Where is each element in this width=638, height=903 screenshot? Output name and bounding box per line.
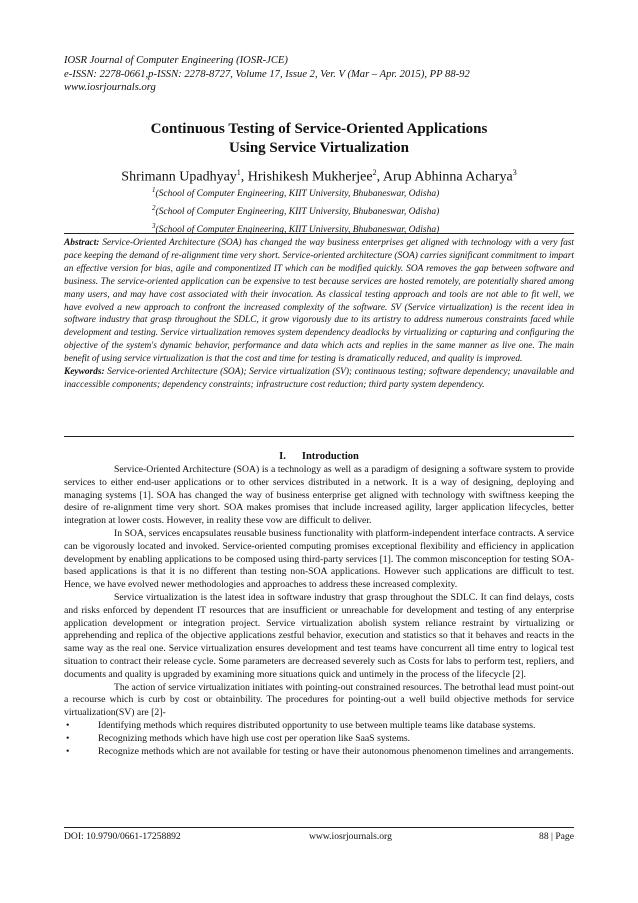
bullet-icon: •	[66, 719, 70, 731]
title-line-2: Using Service Virtualization	[229, 140, 409, 156]
footer-website: www.iosrjournals.org	[309, 831, 392, 842]
bullet-list	[64, 720, 574, 758]
abstract	[64, 237, 574, 366]
section-title: Introduction	[301, 451, 359, 462]
author-sup: 3	[512, 168, 517, 177]
list-item	[64, 746, 574, 759]
page-footer	[64, 827, 574, 842]
section-number: I.	[279, 451, 286, 462]
paper-title	[64, 120, 574, 158]
list-item-text: Identifying methods which requires distributed opportunity to use between multiple teams like database systems.	[98, 719, 536, 731]
affiliation-sup: 3	[152, 221, 156, 230]
abstract-box	[64, 233, 574, 437]
author-name: Hrishikesh Mukherjee	[247, 169, 373, 185]
affiliation-text: (School of Computer Engineering, KIIT University, Bhubaneswar, Odisha)	[155, 189, 440, 200]
list-item-text: Recognizing methods which have high use cost per operation like SaaS systems.	[98, 732, 411, 744]
list-item-text: Recognize methods which are not available for testing or have their autonomous phenomenon timelines and arrangements.	[98, 745, 574, 757]
abstract-text: Service-Oriented Architecture (SOA) has changed the way business enterprises get aligned with technology with a very fast pace keeping the demand of re-alignment time very short. Service-oriented architecture (SOA) carries significant commitment to impart an effective version for bias, agile and componentized IT which can be modified quickly. SOA removes the gap between software and business. The service-oriented application can be expensive to test because services are hosted remotely, are potentially shared among many users, and may have cost associated with their invocation. As classical testing approach and tools are not able to fit well, we have evolved a new approach to confront the increased complexity of the software. SV (Service virtualization) is the recent idea in software industry that grasp throughout the SDLC, it grow vigorously due to its artistry to address numerous constraints faced while development and testing. Service virtualization removes system dependency deadlocks by virtualizing or capturing and configuring the objective of the system's dynamic behavior, performance and data which acts and replies in the same manner as live one. The main benefit of using service virtualization is that the cost and time for testing is dramatically reduced, and quality is improved.	[64, 238, 575, 365]
affiliation-list	[152, 184, 572, 238]
page-number: 88 | Page	[539, 831, 574, 842]
section-heading	[64, 451, 574, 462]
paragraph: Service-Oriented Architecture (SOA) is a technology as well as a paradigm of designing a software system to provide services to either end-user applications or to other services distributed in a network. It is a way of designing, deploying and managing systems [1]. SOA has changed the way of business enterprise get aligned with technology with swiftness keeping the desire of re-alignment time very short. SOA makes promises that include increased agility, larger application lifecycles, better integration at lower costs. However, in reality these vow are difficult to deliver.	[64, 464, 574, 527]
title-line-1: Continuous Testing of Service-Oriented Applications	[150, 121, 488, 137]
paragraph: Service virtualization is the latest idea in software industry that grasp throughout the SDLC. It can find delays, costs and risks enforced by dependent IT resources that are insufficient or unreachable for development and testing of any enterprise application development or integration project. Service virtualization abolish system reliance restraint by virtualizing or apprehending and replica of the objective applications zestful behavior, execution and statistics so that it behaves and reacts in the same way as the real one. Service virtualization ensures development and test teams have concurrent all time entry to logical test situation to contract their release cycle. Some parameters are decreased severely such as Costs for labs to perform test, repliers, and documents and quality is upgraded by examining more situations quick and untimely in the process of the lifecycle [2].	[64, 591, 574, 680]
bullet-icon: •	[66, 745, 70, 757]
keywords-text: Service-oriented Architecture (SOA); Service virtualization (SV); continuous testing; software dependency; unavailable and inaccessible components; dependency constraints; infrastructure cost reduction; third party system dependency.	[64, 367, 575, 390]
affiliation-sup: 1	[152, 186, 156, 194]
abstract-label: Abstract:	[64, 238, 100, 248]
journal-issn: e-ISSN: 2278-0661,p-ISSN: 2278-8727, Volume 17, Issue 2, Ver. V (Mar – Apr. 2015), PP 88-92	[64, 68, 470, 80]
author-name: Shrimann Upadhyay	[121, 169, 237, 185]
body-text	[64, 464, 574, 758]
affiliation	[152, 184, 572, 202]
journal-website: www.iosrjournals.org	[64, 82, 156, 94]
affiliation-text: (School of Computer Engineering, KIIT University, Bhubaneswar, Odisha)	[155, 224, 440, 235]
footer-doi: DOI: 10.9790/0661-17258892	[64, 831, 181, 842]
author-sup: 1	[236, 168, 241, 177]
author-list: Shrimann Upadhyay$^1$, Hrishikesh Mukherjee$^2$, Arup Abhinna Acharya$^3$	[121, 168, 517, 185]
author-sup: 2	[372, 168, 377, 177]
journal-name: IOSR Journal of Computer Engineering (IOSR-JCE)	[64, 55, 288, 66]
paragraph: The action of service virtualization initiates with pointing-out constrained resources. The betrothal lead must point-out a recourse which is curb by cost or obtainbility. The procedures for pointing-out a well build objective methods for service virtualization(SV) are [2]-	[64, 681, 574, 719]
list-item	[64, 733, 574, 746]
affiliation	[152, 202, 572, 220]
author-name: Arup Abhinna Acharya	[382, 169, 513, 185]
affiliation-text: (School of Computer Engineering, KIIT University, Bhubaneswar, Odisha)	[155, 207, 440, 218]
journal-header	[64, 54, 584, 95]
keywords-label: Keywords:	[64, 367, 105, 378]
paragraph: In SOA, services encapsulates reusable business functionality with platform-independent interface contracts. A service can be vigorously located and invoked. Service-oriented computing promises exceptional flexibility and efficiency in application development by enabling applications to be composed using third-party services [1]. The common misconception for testing SOA-based applications is that it is no different than testing non-SOA applications. However such applications are difficult to test. Hence, we have evolved newer methodologies and approaches to address these increased complexity.	[64, 527, 574, 591]
keywords	[64, 366, 574, 392]
affiliation-sup: 2	[152, 203, 156, 212]
list-item	[64, 720, 574, 733]
bullet-icon: •	[66, 732, 70, 744]
